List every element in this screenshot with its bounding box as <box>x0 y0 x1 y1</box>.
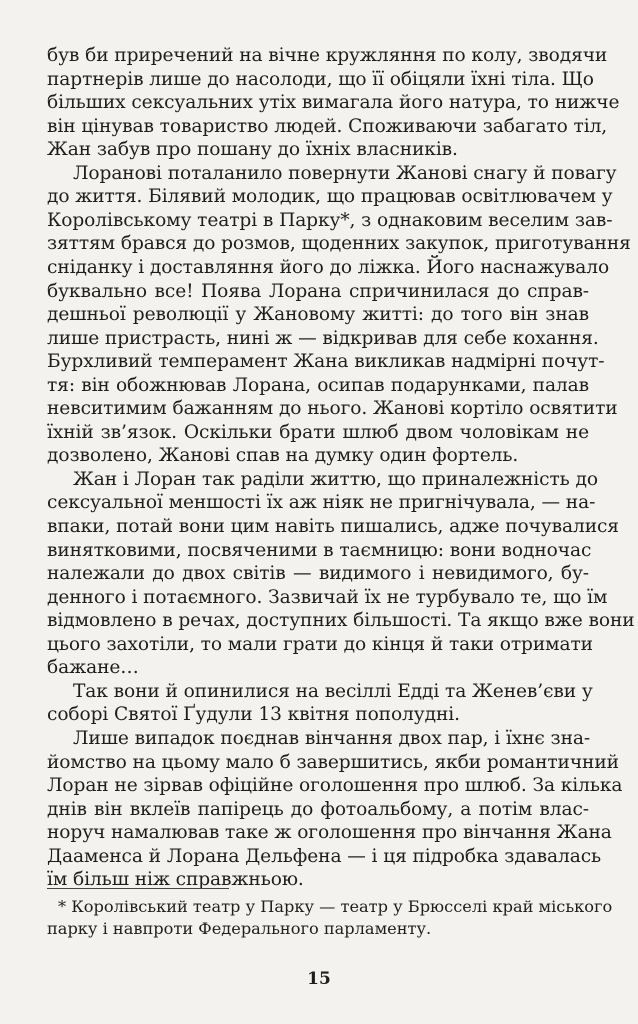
text-line: належали до двох світів — видимого і невидимого, бу- <box>47 563 589 584</box>
paragraph-first-line: Так вони й опинилися на весіллі Едді та Женев’єви у <box>73 681 593 702</box>
text-line: норуч намалював таке ж оголошення про вінчання Жана <box>47 822 612 843</box>
footnote-divider <box>47 888 229 889</box>
text-line: Дааменса й Лорана Дельфена — і ця підробка здавалась <box>47 846 602 867</box>
text-line: йомство на цьому мало б завершитись, якби романтичний <box>47 752 619 773</box>
footnote-line: парку і навпроти Федерального парламенту. <box>47 919 432 938</box>
text-line: винятковими, посвяченими в таємницю: вони водночас <box>47 540 592 561</box>
text-line: був би приречений на вічне кружляння по колу, зводячи <box>47 45 608 66</box>
text-line: днів він вклеїв папірець до фотоальбому, а потім влас- <box>47 799 589 820</box>
text-line: сніданку і доставляння його до ліжка. Його наснажувало <box>47 257 610 278</box>
text-line: Лоран не зірвав офіційне оголошення про шлюб. За кілька <box>47 775 623 796</box>
text-line: він цінував товариство людей. Споживаючи забагато тіл, <box>47 116 608 137</box>
text-line: їм більш ніж справжньою. <box>47 869 304 890</box>
text-line: їхній зв’язок. Оскільки брати шлюб двом чоловікам не <box>47 422 589 443</box>
text-line: тя: він обожнював Лорана, осипав подарунками, палав <box>47 375 589 396</box>
text-line: соборі Святої Ґудули 13 квітня пополудні. <box>47 704 460 725</box>
footnote-line: * Королівський театр у Парку — театр у Брюсселі край міського <box>58 897 613 916</box>
text-line: цього захотіли, то мали грати до кінця й таки отримати <box>47 634 593 655</box>
text-line: зяттям брався до розмов, щоденних закупок, приготування <box>47 233 631 254</box>
text-line: більших сексуальних утіх вимагала його натура, то нижче <box>47 92 620 113</box>
paragraph-first-line: Жан і Лоран так раділи життю, що приналежність до <box>73 469 598 490</box>
paragraph-first-line: Лоранові поталанило повернути Жанові снагу й повагу <box>73 163 617 184</box>
text-line: впаки, потай вони цим навіть пишались, адже почувалися <box>47 516 619 537</box>
text-line: Жан забув про пошану до їхніх власників. <box>47 139 458 160</box>
text-line: невситимим бажанням до нього. Жанові кортіло освятити <box>47 398 618 419</box>
paragraph-first-line: Лише випадок поєднав вінчання двох пар, і їхнє зна- <box>73 728 591 749</box>
text-line: буквально все! Поява Лорана спричинилася до справ- <box>47 281 589 302</box>
text-line: сексуальної меншості їх аж ніяк не пригнічувала, — на- <box>47 492 596 513</box>
text-line: Королівському театрі в Парку*, з однаковим веселим зав- <box>47 210 613 231</box>
text-line: дешньої революції у Жановому житті: до того він знав <box>47 304 589 325</box>
text-line: бажане… <box>47 657 139 678</box>
text-line: партнерів лише до насолоди, що її обіцяли їхні тіла. Що <box>47 69 594 90</box>
page-number: 15 <box>307 969 331 989</box>
text-line: до життя. Білявий молодик, що працював освітлювачем у <box>47 186 613 207</box>
text-line: відмовлено в речах, доступних більшості. Та якщо вже вони <box>47 610 635 631</box>
text-line: лише пристрасть, нині ж — відкривав для себе кохання. <box>47 328 599 349</box>
text-line: денного і потаємного. Зазвичай їх не турбувало те, що їм <box>47 587 608 608</box>
text-line: дозволено, Жанові спав на думку один фортель. <box>47 445 519 466</box>
text-line: Бурхливий темперамент Жана викликав надмірні почут- <box>47 351 605 372</box>
